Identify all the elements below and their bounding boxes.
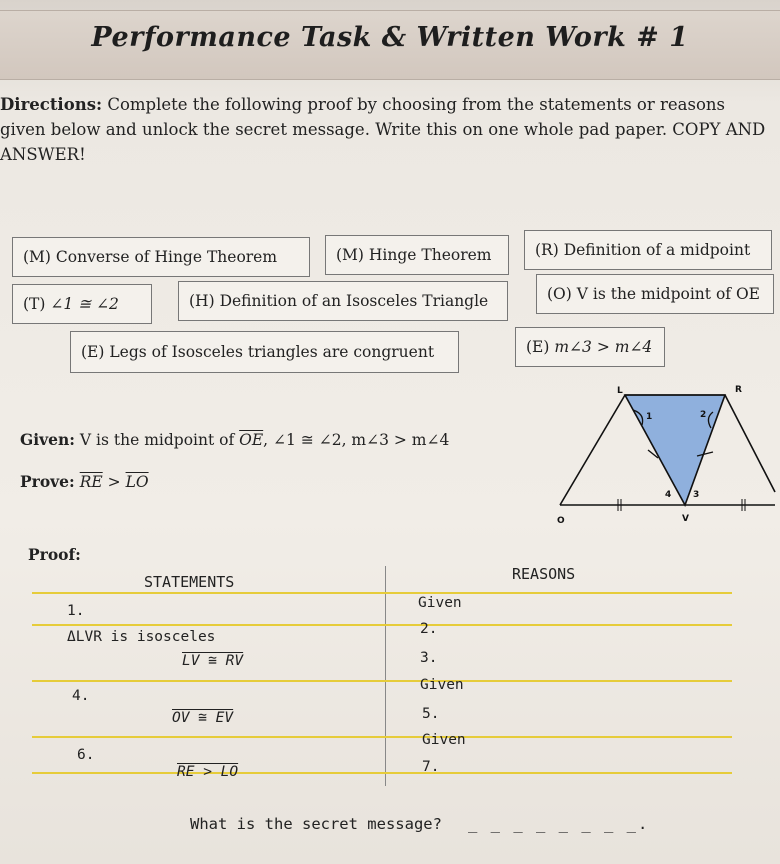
- prove-operator: >: [107, 473, 121, 491]
- statement-4: 4.: [72, 688, 90, 704]
- proof-table: [32, 558, 732, 794]
- label-v: V: [682, 514, 689, 524]
- choice-box: [178, 281, 508, 321]
- reason-6: Given: [422, 732, 466, 748]
- side-re: [725, 395, 775, 492]
- reason-2: 2.: [420, 621, 438, 637]
- row-divider: [32, 624, 732, 626]
- choice-letter: (E): [81, 343, 105, 361]
- choice-text: Converse of Hinge Theorem: [55, 248, 278, 266]
- statement-5: OV ≅ EV: [172, 710, 234, 726]
- prove-segment-2: $\overline{LO}$: [125, 473, 149, 491]
- statements-header: STATEMENTS: [144, 573, 235, 591]
- directions: [0, 92, 770, 167]
- reason-5: 5.: [422, 706, 440, 722]
- statement-3: LV ≅ RV: [182, 653, 244, 669]
- choice-text: Definition of an Isosceles Triangle: [219, 292, 489, 310]
- choice-text: V is the midpoint of OE: [576, 285, 760, 303]
- label-r: R: [735, 385, 742, 395]
- secret-question: What is the secret message?: [190, 815, 442, 833]
- given-segment: $\overline{OE}$: [239, 431, 264, 449]
- choice-letter: (H): [189, 292, 215, 310]
- statement-1: 1.: [67, 603, 85, 619]
- choice-letter: (O): [547, 285, 572, 303]
- row-divider: [32, 592, 732, 594]
- choice-letter: (T): [23, 295, 46, 313]
- statement-6: 6.: [77, 747, 95, 763]
- choice-text: Definition of a midpoint: [563, 241, 751, 259]
- choice-text: Legs of Isosceles triangles are congruent: [109, 343, 435, 361]
- choice-box: [325, 235, 509, 275]
- choice-box: [12, 284, 152, 324]
- row-divider: [32, 680, 732, 682]
- given-part2: , ∠1 ≅ ∠2, m∠3 > m∠4: [263, 431, 450, 449]
- label-2: 2: [700, 410, 707, 420]
- statement-7: RE > LO: [177, 764, 239, 780]
- label-1: 1: [646, 412, 653, 422]
- row-divider: [32, 736, 732, 738]
- choice-text: ∠1 ≅ ∠2: [50, 295, 119, 313]
- reason-1: Given: [418, 595, 462, 611]
- choice-box: [536, 274, 774, 314]
- reason-3: 3.: [420, 650, 438, 666]
- choice-box: [12, 237, 310, 277]
- reason-7: 7.: [422, 759, 440, 775]
- choice-letter: (E): [526, 338, 550, 356]
- label-3: 3: [693, 490, 700, 500]
- shaded-triangle: [625, 395, 725, 505]
- choice-letter: (R): [535, 241, 559, 259]
- given-statement: [20, 430, 449, 449]
- reasons-header: REASONS: [512, 565, 576, 583]
- choice-text: Hinge Theorem: [368, 246, 492, 264]
- directions-label: Directions:: [0, 95, 103, 114]
- choice-letter: (M): [23, 248, 51, 266]
- page-title: Performance Task & Written Work # 1: [91, 22, 689, 53]
- choice-text: m∠3 > m∠4: [554, 338, 653, 356]
- proof-label: Proof:: [28, 545, 81, 564]
- directions-text: Complete the following proof by choosing from the statements or reasons given below and unlock the secret message. Write this on one whole pad paper. COPY AND ANSWER!: [0, 95, 766, 164]
- statement-2: ΔLVR is isosceles: [67, 629, 216, 645]
- side-lo: [560, 395, 625, 505]
- reason-4: Given: [420, 677, 464, 693]
- label-4: 4: [665, 490, 672, 500]
- choice-box: [70, 331, 459, 373]
- label-l: L: [617, 386, 623, 396]
- label-o: O: [557, 516, 565, 526]
- choice-box: [524, 230, 772, 270]
- given-part1: V is the midpoint of: [79, 431, 235, 449]
- prove-label: Prove:: [20, 472, 75, 491]
- choice-box: [515, 327, 665, 367]
- triangle-diagram: [555, 382, 777, 527]
- prove-segment-1: $\overline{RE}$: [79, 473, 103, 491]
- column-divider: [385, 566, 386, 786]
- given-label: Given:: [20, 430, 75, 449]
- choice-letter: (M): [336, 246, 364, 264]
- secret-blank: _ _ _ _ _ _ _ _.: [468, 815, 650, 833]
- row-divider: [32, 772, 732, 774]
- prove-statement: [20, 472, 149, 491]
